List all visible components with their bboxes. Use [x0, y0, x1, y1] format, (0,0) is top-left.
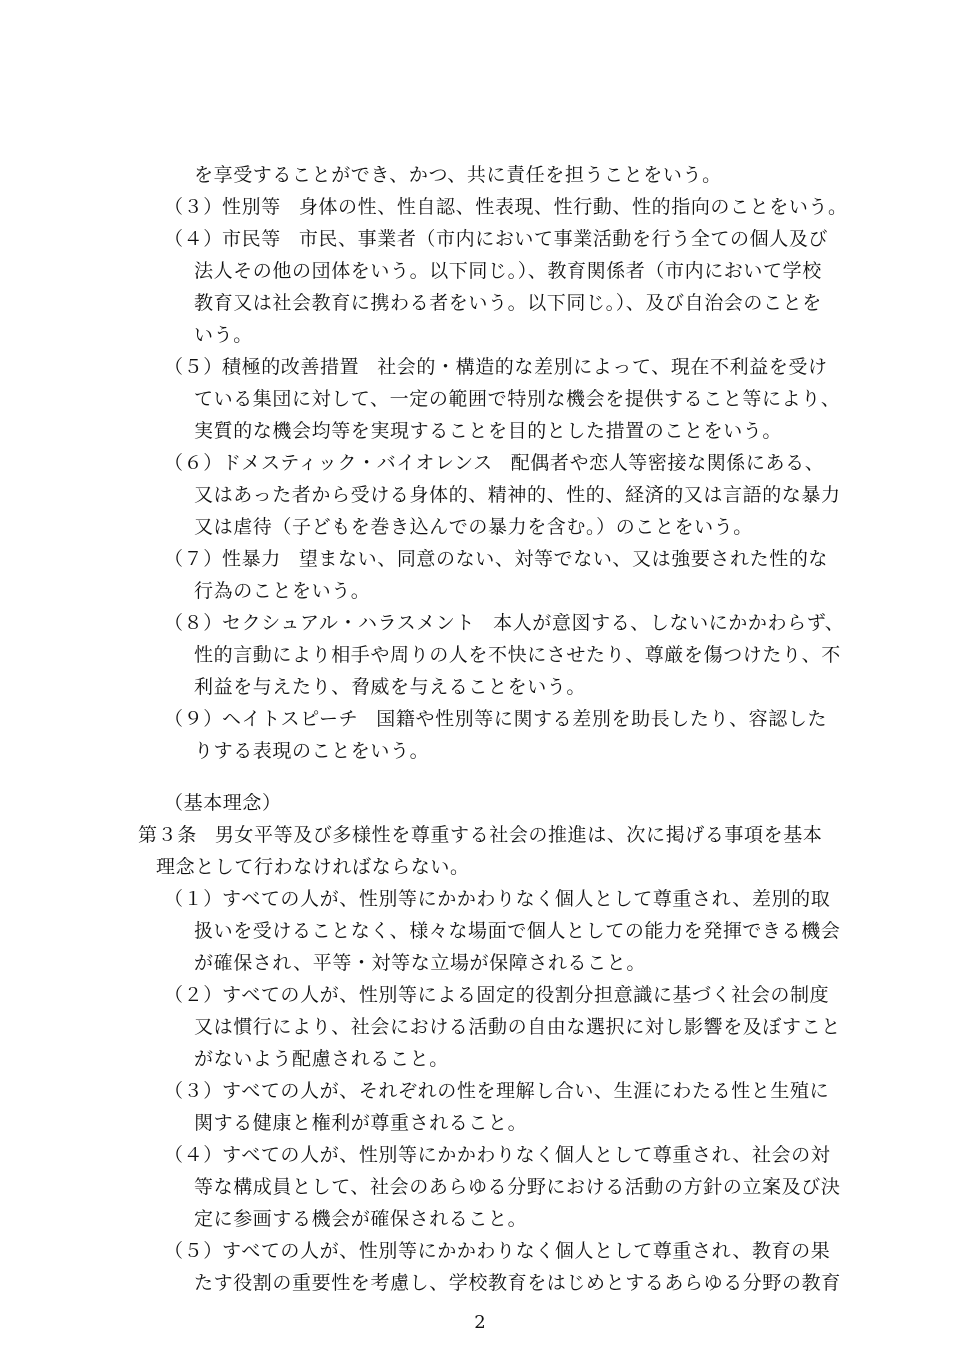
definition: 市民、事業者（市内において事業活動を行う全ての個人及び — [298, 228, 829, 250]
text-line: がないよう配慮されること。 — [194, 1048, 449, 1070]
definition: 社会的・構造的な差別によって、現在不利益を受け — [377, 356, 828, 378]
definition: すべての人が、性別等による固定的役割分担意識に基づく社会の制度 — [222, 984, 830, 1006]
text-line: 定に参画する機会が確保されること。 — [194, 1208, 528, 1230]
definition: 配偶者や恋人等密接な関係にある、 — [510, 452, 825, 474]
term: ヘイトスピーチ — [222, 708, 359, 730]
item-number: （１） — [164, 888, 223, 910]
term: 市民等 — [222, 228, 281, 250]
text-line: いう。 — [194, 324, 253, 346]
principle-item-3 — [164, 1079, 829, 1103]
text-line: ている集団に対して、一定の範囲で特別な機会を提供すること等により、 — [194, 388, 841, 410]
text-line: 教育又は社会教育に携わる者をいう。以下同じ。）、及び自治会のことを — [194, 292, 822, 314]
item-number: （８） — [164, 612, 223, 634]
definition: 本人が意図する、しないにかかわらず、 — [493, 612, 845, 634]
list-item-8 — [164, 611, 844, 635]
text-line: 利益を与えたり、脅威を与えることをいう。 — [194, 676, 587, 698]
article-3 — [138, 823, 822, 847]
definition: 国籍や性別等に関する差別を助長したり、容認した — [376, 708, 828, 730]
text-line: りする表現のことをいう。 — [194, 740, 430, 762]
item-number: （９） — [164, 708, 223, 730]
text-line: が確保され、平等・対等な立場が保障されること。 — [194, 952, 646, 974]
text-line: を享受することができ、かつ、共に責任を担うことをいう。 — [194, 164, 722, 186]
text-line: 理念として行わなければならない。 — [156, 856, 470, 878]
text-line: 又は虐待（子どもを巻き込んでの暴力を含む。）のことをいう。 — [194, 516, 753, 538]
definition: すべての人が、性別等にかかわりなく個人として尊重され、社会の対 — [222, 1144, 831, 1166]
text-line: 扱いを受けることなく、様々な場面で個人としての能力を発揮できる機会 — [194, 920, 841, 942]
text-line: 又は慣行により、社会における活動の自由な選択に対し影響を及ぼすこと — [194, 1016, 841, 1038]
definition: すべての人が、性別等にかかわりなく個人として尊重され、教育の果 — [222, 1240, 831, 1262]
list-item-7 — [164, 547, 828, 571]
text-line: 又はあった者から受ける身体的、精神的、性的、経済的又は言語的な暴力 — [194, 484, 841, 506]
item-number: （５） — [164, 356, 223, 378]
list-item-3 — [164, 195, 848, 219]
text-line: 性的言動により相手や周りの人を不快にさせたり、尊厳を傷つけたり、不 — [194, 644, 841, 666]
list-item-6 — [164, 451, 824, 475]
principle-item-4 — [164, 1143, 830, 1167]
term: 性別等 — [222, 196, 281, 218]
item-number: （４） — [164, 1144, 223, 1166]
article-number: 第３条 — [138, 824, 197, 846]
principle-item-5 — [164, 1239, 830, 1263]
item-number: （３） — [164, 1080, 223, 1102]
text-line: 行為のことをいう。 — [194, 580, 371, 602]
term: ドメスティック・バイオレンス — [222, 452, 493, 474]
section-heading: （基本理念） — [164, 792, 282, 814]
definition: すべての人が、性別等にかかわりなく個人として尊重され、差別的取 — [222, 888, 831, 910]
item-number: （７） — [164, 548, 223, 570]
article-text: 男女平等及び多様性を尊重する社会の推進は、次に掲げる事項を基本 — [214, 824, 823, 846]
page-number: 2 — [474, 1312, 486, 1333]
term: セクシュアル・ハラスメント — [222, 612, 476, 634]
term: 性暴力 — [222, 548, 281, 570]
principle-item-1 — [164, 887, 830, 911]
item-number: （６） — [164, 452, 223, 474]
list-item-5 — [164, 355, 828, 379]
item-number: （３） — [164, 196, 223, 218]
list-item-9 — [164, 707, 827, 731]
definition: すべての人が、それぞれの性を理解し合い、生涯にわたる性と生殖に — [222, 1080, 830, 1102]
list-item-4 — [164, 227, 828, 251]
item-number: （５） — [164, 1240, 223, 1262]
definition: 身体の性、性自認、性表現、性行動、性的指向のことをいう。 — [298, 196, 848, 218]
definition: 望まない、同意のない、対等でない、又は強要された性的な — [298, 548, 829, 570]
text-line: 等な構成員として、社会のあらゆる分野における活動の方針の立案及び決 — [194, 1176, 841, 1198]
text-line: たす役割の重要性を考慮し、学校教育をはじめとするあらゆる分野の教育 — [194, 1272, 841, 1294]
principle-item-2 — [164, 983, 829, 1007]
text-line: 法人その他の団体をいう。以下同じ。）、教育関係者（市内において学校 — [194, 260, 822, 282]
item-number: （４） — [164, 228, 223, 250]
item-number: （２） — [164, 984, 223, 1006]
text-line: 関する健康と権利が尊重されること。 — [194, 1112, 528, 1134]
term: 積極的改善措置 — [222, 356, 360, 378]
text-line: 実質的な機会均等を実現することを目的とした措置のことをいう。 — [194, 420, 783, 442]
